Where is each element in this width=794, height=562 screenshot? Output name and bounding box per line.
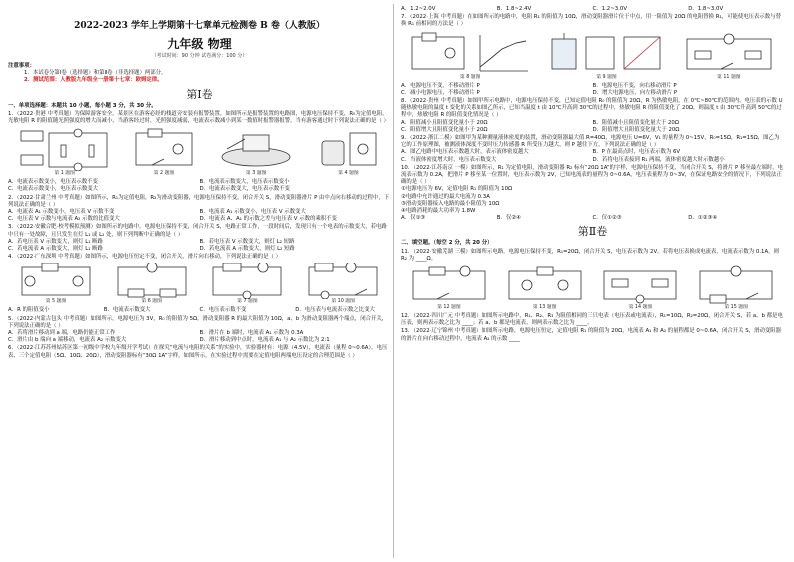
question-2: 2．（2022·甘肃兰州 中考真题）如图所示，R₁为定值电阻，R₂为滑动变阻器，电源电压保持不变，闭合开关 S，滑动变阻器滑片 P 由中点向右移动的过程中，下列说法正确的是（ ） xyxy=(8,194,390,208)
figure-caption-6: 第 6 题图 xyxy=(141,299,162,305)
figure-q4 xyxy=(316,127,380,177)
q7-option-b: B．电源电压不变，向右移动滑片 P xyxy=(592,82,677,89)
q2-option-b: B．电流表 A₁ 示数变小，电压表 V 示数变大 xyxy=(199,209,306,216)
q4-option-a: A．R 的阻值变小 xyxy=(8,307,50,314)
q10-statement-1: ①电源电压为 6V，定值电阻 R₁ 的阻值为 10Ω xyxy=(401,186,513,193)
figure-caption-1: 第 1 题图 xyxy=(54,171,75,177)
q1-option-a: A．电流表示数变小，电压表示数不变 xyxy=(8,179,98,186)
question-8: 8．（2022·贵州 中考真题）如图甲所示电路中，电源电压保持不变，已知定值电阻 R₀ 的阻值为 20Ω，R 为热敏电阻，在 0℃~80℃的范围内，电压表的示数 U 随热敏电阻的温度 t 变化的关系如图乙所示，已知当温度 t 由 10℃升高到 30℃的过程中，热敏电阻 R 的阻值变化了 20Ω，则温度 t 由 30℃升高到 50℃的过程中，热敏电阻 R 的阻值变化情况是（ ） xyxy=(401,98,783,119)
q5-option-c: C．滑片由 b 端向 a 端移动，电流表 A₂ 示数变大 xyxy=(8,337,127,344)
q8-option-a: A．阻值减小且阻值变化量小于 20Ω xyxy=(401,119,488,126)
circuit-diagram-q15 xyxy=(696,265,776,305)
q6-option-d: D．1.8~3.0V xyxy=(688,6,724,12)
question-7-options xyxy=(401,83,784,97)
question-9-options xyxy=(401,149,784,163)
question-5: 5．（2022·内蒙古包头 中考真题）如图所示，电源电压为 3V，R₀ 的阻值为 5Ω，滑动变阻器 R 的最大阻值为 10Ω，a、b 为滑动变阻器两个端点，闭合开关，下列说法正确的是（ ） xyxy=(8,315,388,329)
question-5-options xyxy=(8,330,391,344)
q10-option-b: B．仅②④ xyxy=(496,215,521,222)
question-11: 11．（2022·安徽芜湖 三模）如图所示电路，电源电压保持不变，R₁=20Ω，闭合开关 S，电压表示数为 2V，若将电压表换成电流表，电流表示数为 0.1A，则 R₂ 为 ____Ω。 xyxy=(401,248,779,262)
figure-row-2 xyxy=(8,263,391,305)
q4-option-c: C．电压表示数不变 xyxy=(199,307,247,314)
circuit-diagram-q5 xyxy=(18,263,94,299)
figure-alarm-circuit xyxy=(19,127,111,177)
circuit-diagram-q7 xyxy=(209,263,285,299)
volume-1-heading: 第Ⅰ卷 xyxy=(186,87,213,101)
figure-caption-13: 第 13 题图 xyxy=(532,305,557,311)
apparatus-diagram-q3 xyxy=(217,127,295,171)
question-4-options xyxy=(8,307,391,314)
figure-caption-12: 第 12 题图 xyxy=(437,305,461,311)
question-8-options xyxy=(401,120,784,134)
circuit-diagram-q14 xyxy=(600,265,680,305)
q2-option-c: C．电压表 V 示数与电流表 A₂ 示数的比值变大 xyxy=(8,216,120,223)
circuit-diagram-q13 xyxy=(505,265,585,305)
figure-q13 xyxy=(505,265,585,311)
figure-q5 xyxy=(18,263,94,305)
q3-option-b: B．若电压表 V 示数变大，则灯 L₂ 短路 xyxy=(199,238,295,245)
notes-block xyxy=(8,63,391,85)
figure-q9 xyxy=(546,31,666,81)
figure-row-3 xyxy=(401,31,784,81)
note-item-1: 1．本试卷分第Ⅰ卷（选择题）和第Ⅱ卷（非选择题）两部分。 xyxy=(24,70,167,77)
note-item-2: 2．测试范围：人教版九年级全一册第十七章：欧姆定律。 xyxy=(24,77,163,84)
q9-option-b: B．P 在最高点时，电压表示数为 6V xyxy=(592,149,681,156)
figure-row-4 xyxy=(401,265,784,311)
q10-option-d: D．①②③④ xyxy=(688,215,718,222)
exam-subject: 九年级 物理 xyxy=(167,37,232,51)
question-1: 1．（2022·贵港 中考真题）为保障游客安全，某景区在游客必经的栈道旁安装有报警装置，如图所示是报警装置的电路图，电源电压保持不变，R₀为定值电阻，光敏电阻 R 的阻值随光照强度的增大而减小，当游客经过时，光照强度减弱，电流表示数减小到某一数值时报警器报警，当有游客通过时下列说法正确的是（ ） xyxy=(8,110,389,125)
exam-time-score: （考试时间：90 分钟 试卷满分：100 分） xyxy=(151,53,248,59)
question-7: 7．（2022·上海 中考真题）在如图所示的电路中，电阻 R₁ 的阻值为 10Ω，滑动变阻器滑片位于中点，用一阻值为 20Ω 的电阻替换 R₁，可能使电压表示数与替换 R₁ 前相同的方法是（ ） xyxy=(401,14,781,28)
q10-statement-2: ②电路中允许通过的最大电流为 0.3A xyxy=(401,193,490,200)
q9-option-d: D．若将电压表接到 R₁ 两端，液体密度越大时示数越小 xyxy=(592,156,725,163)
q8-option-b: B．阻值减小且阻值变化量大于 20Ω xyxy=(592,119,679,126)
density-apparatus-q9 xyxy=(546,31,666,75)
q8-option-c: C．阻值增大且阻值变化量小于 20Ω xyxy=(401,126,488,133)
q6-option-c: C．1.2~3.0V xyxy=(592,6,628,12)
q7-option-c: C．减小电源电压，不移动滑片 P xyxy=(401,89,480,96)
q5-option-b: B．滑片在 b 端时，电流表 A₁ 示数为 0.3A xyxy=(199,330,304,337)
question-9: 9．（2022·浙江二模）如图甲为某种测量液体密度的装置，滑动变阻器最大值 R=40Ω，电源电压 U=6V，V₁ 的量程为 0~15V，R₀=15Ω，R₁=15Ω，图乙为它的工作原理图，被测液体深度不变时压力传感器 R 所受压力越大，则 P 越往下方，下列说法正确的是（ ） xyxy=(401,135,780,149)
figure-q15 xyxy=(696,265,776,311)
figure-q14 xyxy=(600,265,680,311)
right-column xyxy=(401,6,784,343)
figure-caption-11: 第 11 题图 xyxy=(717,74,741,80)
figure-caption-2: 第 2 题图 xyxy=(153,171,175,177)
question-10: 10．（2022·江苏南京 一模）如图所示，R₁ 为定值电阻，滑动变阻器 R₂ 标有“20Ω 1A”的字样，电源电压保持不变，当闭合开关 S，将滑片 P 移至最左端时，电流表示数为 0.2A，把滑片 P 移至某一位置时，电压表示数为 2V，已知电流表的量程为 0~0.6A，电压表量程为 0~3V，在保证电路安全的情况下，下列说法正确的是（ ） xyxy=(401,164,784,186)
circuit-diagram-q10 xyxy=(305,263,381,299)
section-2-heading: 二、填空题。（每空 2 分，共 20 分） xyxy=(401,240,493,247)
q7-option-d: D．增大电源电压，向左移动滑片 P xyxy=(592,89,678,96)
q10-option-c: C．仅①②③ xyxy=(592,215,622,222)
figure-q2 xyxy=(132,127,196,177)
section-1-heading: 一、单项选择题：本题共 10 小题，每小题 3 分，共 30 分。 xyxy=(8,102,157,109)
circuit-and-graph-q8 xyxy=(408,31,532,75)
q2-option-d: D．电流表 A、A₁ 的示数之差与电压表 V 示数的乘积不变 xyxy=(199,216,337,223)
figure-row-1 xyxy=(8,127,391,177)
q6-option-b: B．1.8~2.4V xyxy=(496,6,532,12)
q10-statement-4: ④电路消耗的最大功率为 1.8W xyxy=(401,208,476,215)
volume-2-heading: 第Ⅱ卷 xyxy=(577,225,608,239)
figure-caption-14: 第 14 题图 xyxy=(628,305,653,311)
circuit-diagram-q12 xyxy=(409,265,489,305)
figure-caption-4: 第 4 题图 xyxy=(338,171,359,177)
figure-q11 xyxy=(681,31,777,81)
q3-option-c: C．若电流表 A 示数变大，则灯 L₁ 断路 xyxy=(8,246,103,253)
question-6-options xyxy=(401,6,784,13)
question-2-options xyxy=(8,209,391,223)
q5-option-d: D．滑片移动到中点时，电流表 A₁ 与 A₂ 示数比为 2:1 xyxy=(199,337,330,344)
q2-option-a: A．电流表 A₁ 示数变小，电压表 V 示数不变 xyxy=(8,209,115,216)
q3-option-d: D．若电流表 A 示数变大，则灯 L₂ 短路 xyxy=(199,246,295,253)
column-divider xyxy=(393,4,394,558)
figure-q3 xyxy=(217,127,295,177)
question-3: 3．（2022·安徽合肥·校考模拟预测）如图所示的电路中，电源电压保持不变，闭合开关 S，电路正常工作，一段时间后，发现只有一个电表的示数变大，若电路中只有一处故障，且只发生在灯 L₁ 或 L₂ 处，则下列判断中正确的是（ ） xyxy=(8,224,387,238)
q1-option-b: B．电流表示数变大，电压表示数变小 xyxy=(199,179,290,186)
q4-option-d: D．电压表与电流表示数之比变大 xyxy=(295,307,375,314)
exam-title: 2022-2023 学年上学期第十七章单元检测卷 B 卷（人教版） xyxy=(74,21,325,31)
figure-q7 xyxy=(209,263,285,305)
q7-option-a: A．电源电压不变，不移动滑片 P xyxy=(401,82,480,89)
circuit-diagram-q6 xyxy=(114,263,190,299)
q10-option-a: A．仅①③ xyxy=(401,215,426,222)
q5-option-a: A．若将滑片移动到 a 端，电路仍能正常工作 xyxy=(8,330,116,337)
q6-option-a: A．1.2~2.0V xyxy=(401,6,436,12)
q8-option-d: D．阻值增大且阻值变化量大于 20Ω xyxy=(592,126,680,133)
question-12: 12．（2022·四川广元 中考真题）如图所示电路中，R₁、R₂、R₃ 为阻值相同的三只电表（电压表或电流表），R₁=10Ω，R₂=20Ω，闭合开关 S，若 a、b 都是电压表，则两表示数之比为 ____；若 a、b 都是电流表，则两表示数之比为 ____。 xyxy=(401,313,783,327)
figure-caption-7: 第 7 题图 xyxy=(237,299,258,305)
q3-option-a: A．若电压表 V 示数变大，则灯 L₁ 断路 xyxy=(8,238,103,245)
notes-heading: 注意事项： xyxy=(8,63,35,69)
figure-caption-5: 第 5 题图 xyxy=(45,299,67,305)
q9-option-a: A．图乙电路中电压表示数越大时，表示液体密度越大 xyxy=(401,149,529,156)
q1-option-c: C．电流表示数变小，电压表示数变大 xyxy=(8,186,99,193)
figure-caption-9: 第 9 题图 xyxy=(596,74,617,80)
q4-option-b: B．电流表示数变大 xyxy=(103,307,151,314)
figure-caption-3: 第 3 题图 xyxy=(245,171,267,177)
circuit-diagram-q11 xyxy=(681,31,777,75)
question-3-options xyxy=(8,239,391,253)
q10-statement-3: ③滑动变阻器接入电路的最小阻值为 10Ω xyxy=(401,200,500,207)
left-column xyxy=(8,6,391,360)
q1-option-d: D．电流表示数变大，电压表示数不变 xyxy=(199,186,290,193)
figure-caption-8: 第 8 题图 xyxy=(459,74,481,80)
apparatus-diagram-q4 xyxy=(316,127,380,171)
figure-q10 xyxy=(305,263,381,305)
circuit-diagram-q2 xyxy=(132,127,196,171)
figure-caption-15: 第 15 题图 xyxy=(724,305,748,311)
figure-q8 xyxy=(408,31,532,81)
question-4: 4．（2022·广东深圳 中考真题）如图所示，电源电压恒定不变，闭合开关，滑片向右移动，下列说法正确的是（ ） xyxy=(8,254,281,261)
figure-q6 xyxy=(114,263,190,305)
question-6: 6．（2022·江苏苏州姑苏区第一初级中学校九年级开学考试）在探究“电流与电阻的关系”的实验中，实验器材有：电源（4.5V），电流表（量程 0~0.6A），电压表、三个定值电阻（5Ω、10Ω、20Ω），滑动变阻器标有“30Ω 1A”字样，如图所示，在实验过程中需要在定值电阻两端电压设定的合理范围是（ ） xyxy=(8,345,388,359)
figure-caption-10: 第 10 题图 xyxy=(331,299,355,305)
q10-statements xyxy=(401,186,784,215)
q9-option-c: C．当液体密度增大时，电压表示数变大 xyxy=(401,156,497,163)
question-13: 13．（2022·辽宁锦州 中考真题）如图所示电路，电源电压恒定，定值电阻 R₁ 的阻值为 20Ω，电流表 A₁ 和 A₂ 的量程都是 0~0.6A，闭合开关 S，滑动变阻器的滑片在向右移动过程中，电流表 A₂ 的示数 ____ xyxy=(401,328,782,342)
question-10-options xyxy=(401,215,784,222)
alarm-circuit-diagram xyxy=(19,127,111,171)
figure-q12 xyxy=(409,265,489,311)
question-1-options xyxy=(8,179,391,193)
